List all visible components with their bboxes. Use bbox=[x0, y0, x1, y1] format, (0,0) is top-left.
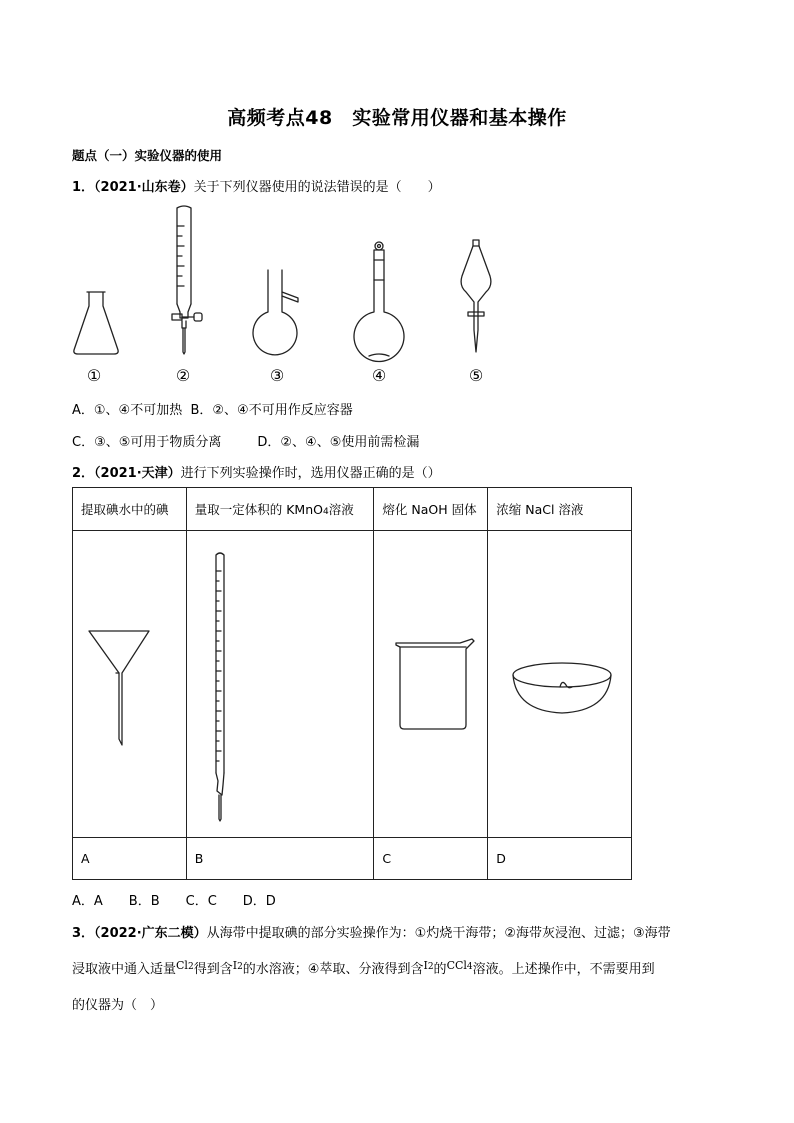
table-header-cell: 提取碘水中的碘 bbox=[73, 488, 187, 531]
question-1-stem bbox=[72, 176, 441, 195]
option-d: D．②、④、⑤使用前需检漏 bbox=[257, 435, 420, 450]
page-title: 高频考点48 实验常用仪器和基本操作 bbox=[227, 107, 567, 129]
table-header-cell: 量取一定体积的 KMnO4溶液 bbox=[186, 488, 374, 531]
table-image-cell bbox=[73, 531, 187, 838]
distilling-flask-icon bbox=[252, 268, 302, 360]
question-1-options-row1 bbox=[72, 399, 353, 418]
question-source: （2021·山东卷） bbox=[94, 180, 194, 195]
table-image-cell bbox=[488, 531, 632, 838]
evaporating-dish-icon bbox=[510, 659, 614, 717]
formula-i2: I2 bbox=[232, 959, 243, 972]
table-letter-cell: D bbox=[488, 838, 632, 880]
table-image-cell bbox=[374, 531, 488, 838]
table-letter-cell: C bbox=[374, 838, 488, 880]
question-2-stem bbox=[72, 462, 441, 481]
volumetric-flask-icon bbox=[352, 240, 406, 362]
burette-icon bbox=[211, 551, 233, 823]
question-source: （2021·天津） bbox=[94, 466, 181, 481]
question-3-line-3: 的仪器为（ ） bbox=[72, 998, 164, 1013]
question-source: （2022·广东二模） bbox=[94, 926, 207, 941]
funnel-icon bbox=[87, 627, 151, 747]
formula-i2: I2 bbox=[423, 959, 434, 972]
conical-flask-icon bbox=[72, 290, 122, 358]
option-a: A．①、④不可加热 bbox=[72, 403, 183, 418]
formula-cl2: Cl2 bbox=[176, 959, 194, 972]
instrument-label-3: ③ bbox=[269, 366, 285, 385]
section-heading: 题点（一）实验仪器的使用 bbox=[72, 148, 223, 163]
instrument-label-1: ① bbox=[86, 366, 102, 385]
formula-ccl4: CCl4 bbox=[446, 959, 473, 972]
question-2-options: A．A B．B C．C D．D bbox=[72, 894, 276, 909]
question-text: 进行下列实验操作时，选用仪器正确的是（） bbox=[180, 466, 441, 481]
instrument-label-5: ⑤ bbox=[468, 366, 484, 385]
question-3-line-1 bbox=[72, 922, 671, 941]
table-letter-cell: B bbox=[186, 838, 374, 880]
option-b: B．②、④不可用作反应容器 bbox=[190, 403, 353, 418]
instrument-label-2: ② bbox=[175, 366, 191, 385]
burette-icon bbox=[166, 204, 210, 358]
table-image-cell bbox=[186, 531, 374, 838]
instrument-label-4: ④ bbox=[371, 366, 387, 385]
question-1-options-row2 bbox=[72, 431, 419, 450]
question-number: 3． bbox=[72, 926, 95, 941]
question-text: 从海带中提取碘的部分实验操作为：①灼烧干海带；②海带灰浸泡、过滤；③海带 bbox=[206, 926, 671, 941]
table-letter-cell: A bbox=[73, 838, 187, 880]
question-text: 关于下列仪器使用的说法错误的是（ ） bbox=[193, 180, 441, 195]
question-number: 2． bbox=[72, 466, 95, 481]
separatory-funnel-icon bbox=[454, 236, 498, 360]
question-3-line-2: 浸取液中通入适量$^{Cl2}$得到含$^{I2}$的水溶液；④萃取、分液得到含$^{I2}$的$^{CCl4}$溶液。上述操作中，不需要用到 bbox=[72, 959, 655, 977]
table-header-cell: 熔化 NaOH 固体 bbox=[374, 488, 488, 531]
table-header-cell: 浓缩 NaCl 溶液 bbox=[488, 488, 632, 531]
beaker-icon bbox=[392, 639, 478, 731]
question-2-table bbox=[72, 487, 632, 880]
option-c: C．③、⑤可用于物质分离 bbox=[72, 435, 222, 450]
question-number: 1． bbox=[72, 180, 95, 195]
